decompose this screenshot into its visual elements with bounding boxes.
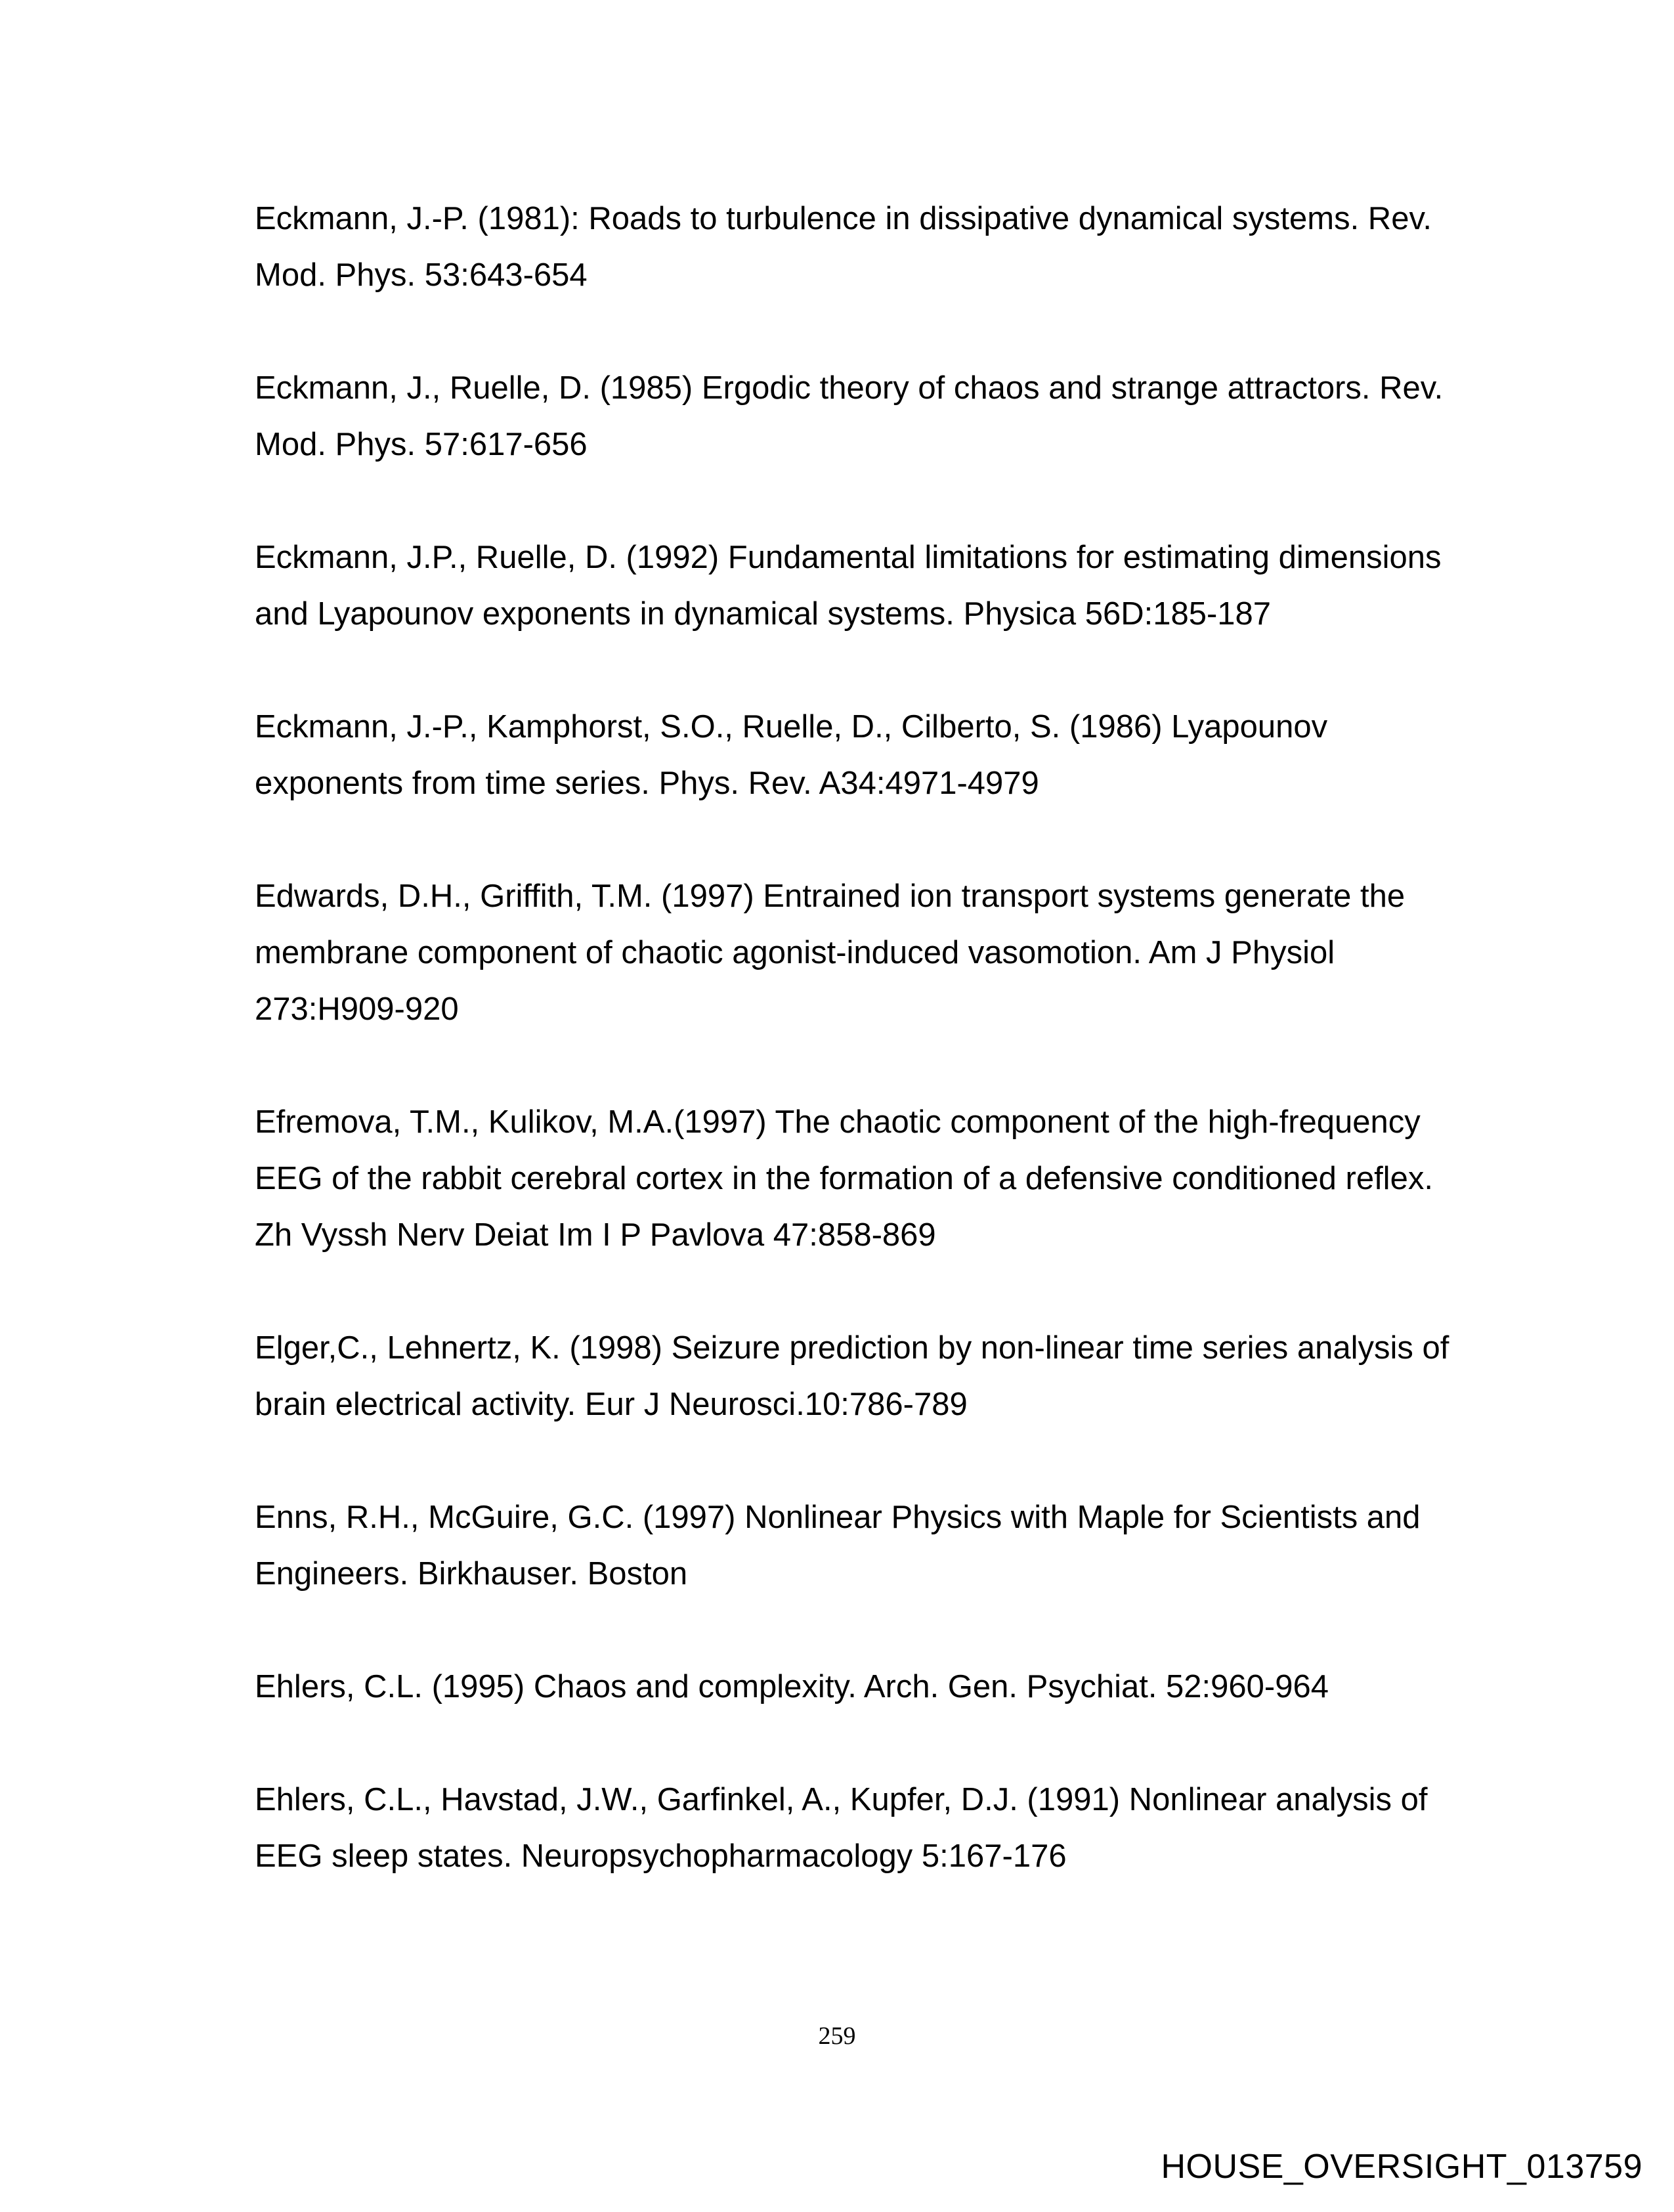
reference-line: Engineers. Birkhauser. Boston <box>255 1556 688 1592</box>
reference-entry <box>255 699 1489 812</box>
reference-line: Ehlers, C.L., Havstad, J.W., Garfinkel, A., Kupfer, D.J. (1991) Nonlinear analysis of <box>255 1782 1428 1817</box>
reference-line: Elger,C., Lehnertz, K. (1998) Seizure prediction by non-linear time series analysis of <box>255 1330 1449 1366</box>
page-number: 259 <box>818 2022 856 2050</box>
reference-line: Ehlers, C.L. (1995) Chaos and complexity. Arch. Gen. Psychiat. 52:960-964 <box>255 1669 1329 1704</box>
reference-entry <box>255 1320 1489 1433</box>
reference-line: Eckmann, J.-P. (1981): Roads to turbulence in dissipative dynamical systems. Rev. <box>255 201 1432 236</box>
reference-line: Zh Vyssh Nerv Deiat Im I P Pavlova 47:858-869 <box>255 1217 936 1253</box>
reference-line: brain electrical activity. Eur J Neurosci.10:786-789 <box>255 1387 968 1422</box>
reference-entry <box>255 1771 1489 1884</box>
reference-line: Eckmann, J.P., Ruelle, D. (1992) Fundamental limitations for estimating dimensions <box>255 540 1442 575</box>
reference-entry <box>255 529 1489 642</box>
reference-line: Eckmann, J.-P., Kamphorst, S.O., Ruelle, D., Cilberto, S. (1986) Lyapounov <box>255 709 1328 745</box>
reference-list <box>255 190 1489 1941</box>
reference-entry <box>255 1094 1489 1263</box>
reference-line: exponents from time series. Phys. Rev. A34:4971-4979 <box>255 766 1039 801</box>
bates-number: HOUSE_OVERSIGHT_013759 <box>1161 2148 1642 2186</box>
reference-line: Efremova, T.M., Kulikov, M.A.(1997) The chaotic component of the high-frequency <box>255 1104 1421 1140</box>
reference-line: Mod. Phys. 57:617-656 <box>255 427 588 462</box>
reference-entry <box>255 1659 1489 1715</box>
reference-entry <box>255 360 1489 473</box>
reference-line: membrane component of chaotic agonist-induced vasomotion. Am J Physiol <box>255 935 1335 970</box>
reference-line: Mod. Phys. 53:643-654 <box>255 257 588 293</box>
reference-line: and Lyapounov exponents in dynamical systems. Physica 56D:185-187 <box>255 596 1272 632</box>
reference-line: EEG of the rabbit cerebral cortex in the formation of a defensive conditioned reflex. <box>255 1161 1433 1196</box>
reference-line: EEG sleep states. Neuropsychopharmacology 5:167-176 <box>255 1838 1067 1874</box>
reference-entry <box>255 868 1489 1037</box>
reference-entry <box>255 1489 1489 1602</box>
reference-line: 273:H909-920 <box>255 991 459 1027</box>
reference-line: Edwards, D.H., Griffith, T.M. (1997) Entrained ion transport systems generate the <box>255 878 1406 914</box>
reference-line: Eckmann, J., Ruelle, D. (1985) Ergodic theory of chaos and strange attractors. Rev. <box>255 370 1444 406</box>
reference-entry <box>255 190 1489 303</box>
reference-line: Enns, R.H., McGuire, G.C. (1997) Nonlinear Physics with Maple for Scientists and <box>255 1500 1421 1535</box>
